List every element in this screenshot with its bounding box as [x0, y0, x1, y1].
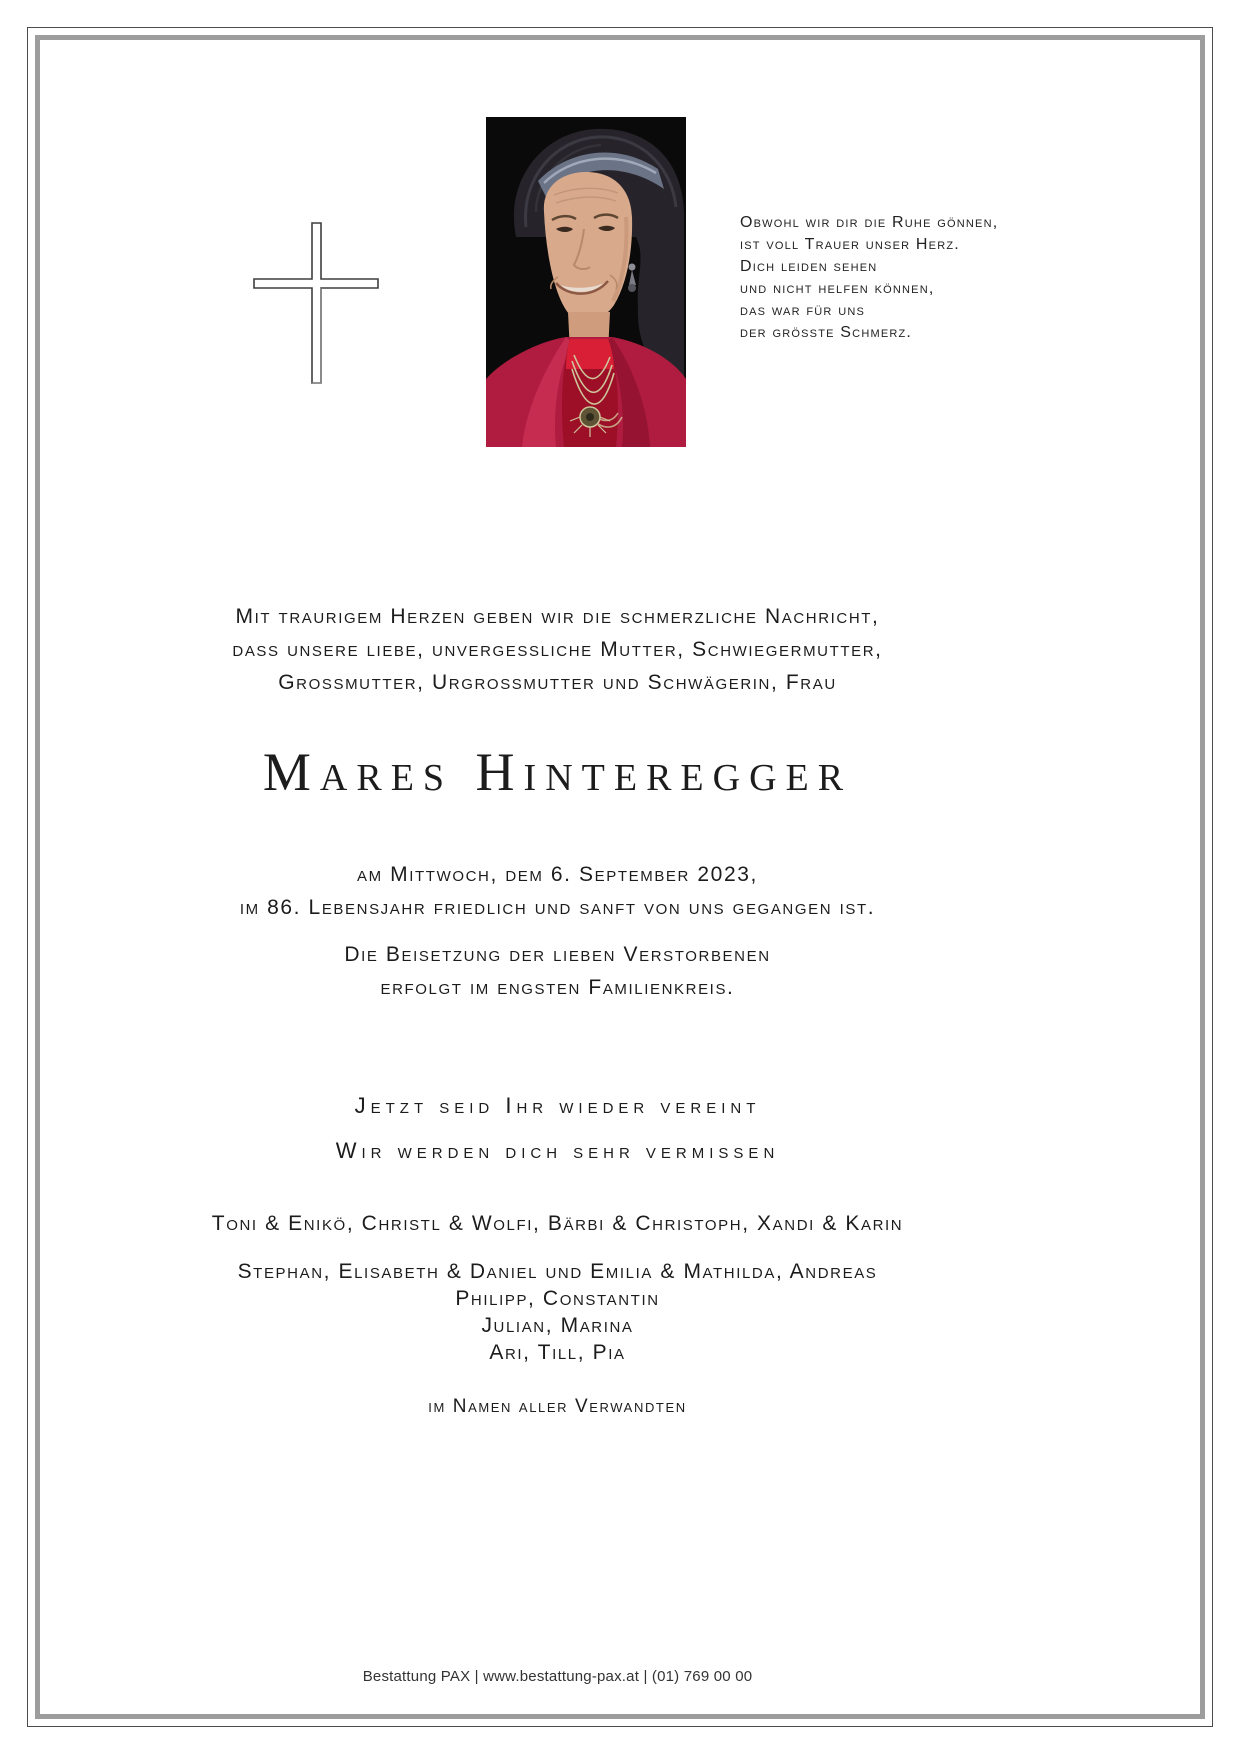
farewell-text: [0, 1083, 1115, 1173]
burial-info-line: Die Beisetzung der lieben Verstorbenen: [344, 943, 771, 966]
mourners-line: Stephan, Elisabeth & Daniel und Emilia & Mathilda, Andreas: [237, 1260, 878, 1283]
mourners-line: Toni & Enikö, Christl & Wolfi, Bärbi & Christoph, Xandi & Karin: [211, 1212, 904, 1235]
portrait-photo: [486, 117, 686, 447]
death-info-line: im 86. Lebensjahr friedlich und sanft von uns gegangen ist.: [239, 896, 876, 919]
funeral-home-footer: Bestattung PAX | www.bestattung-pax.at | (01) 769 00 00: [362, 1668, 753, 1685]
deceased-name: Mares Hinteregger: [262, 742, 853, 802]
announcement-line: Grossmutter, Urgrossmutter und Schwägerin, Frau: [278, 671, 837, 694]
farewell-line: Wir werden dich sehr vermissen: [335, 1138, 780, 1163]
poem-line: ist voll Trauer unser Herz.: [740, 236, 960, 253]
burial-info: [0, 938, 1115, 1004]
closing-line: im Namen aller Verwandten: [428, 1396, 687, 1417]
mourners-line: Julian, Marina: [481, 1314, 634, 1337]
mourners-primary: [0, 1210, 1115, 1238]
poem-line: Obwohl wir dir die Ruhe gönnen,: [740, 214, 999, 231]
cross-icon: [250, 220, 382, 386]
death-info: [0, 858, 1115, 924]
condolence-poem: [740, 212, 1070, 344]
announcement-text: [0, 600, 1115, 699]
announcement-line: dass unsere liebe, unvergessliche Mutter, Schwiegermutter,: [232, 638, 883, 661]
death-info-line: am Mittwoch, dem 6. September 2023,: [357, 863, 758, 886]
poem-line: der grösste Schmerz.: [740, 324, 913, 341]
mourners-line: Philipp, Constantin: [455, 1287, 660, 1310]
mourners-secondary: [0, 1258, 1115, 1366]
poem-line: das war für uns: [740, 302, 866, 319]
farewell-line: Jetzt seid Ihr wieder vereint: [354, 1093, 761, 1118]
mourners-line: Ari, Till, Pia: [489, 1341, 626, 1364]
announcement-line: Mit traurigem Herzen geben wir die schmerzliche Nachricht,: [235, 605, 880, 628]
burial-info-line: erfolgt im engsten Familienkreis.: [380, 976, 735, 999]
poem-line: und nicht helfen können,: [740, 280, 935, 297]
poem-line: Dich leiden sehen: [740, 258, 878, 275]
